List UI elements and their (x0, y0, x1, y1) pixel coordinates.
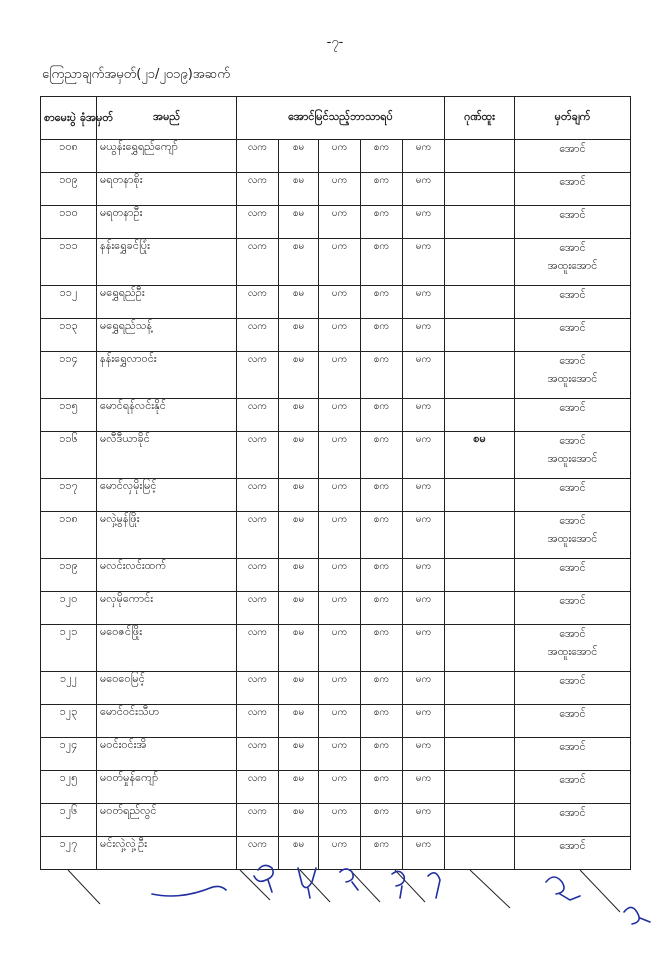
subject-cell: လက (237, 559, 279, 592)
subject-cell: လက (237, 173, 279, 206)
table-row (41, 738, 631, 771)
table-row (41, 173, 631, 206)
subject-cell: မက (403, 319, 445, 352)
remark-cell (515, 738, 631, 771)
table-row (41, 286, 631, 319)
remark-text: အောင် (559, 514, 586, 527)
subject-cell: မက (403, 738, 445, 771)
subject-cell: မက (403, 512, 445, 559)
subject-cell: စက (361, 672, 403, 705)
remark-cell (515, 804, 631, 837)
remark-cell (515, 319, 631, 352)
remark-text: အောင် (559, 142, 586, 155)
distinction-cell (445, 705, 515, 738)
subject-cell: ပက (319, 286, 361, 319)
remark-text: အောင် (559, 707, 586, 720)
subject-cell: စက (361, 625, 403, 672)
student-name-cell: မဝေဝေမြင့် (97, 672, 237, 705)
table-row (41, 140, 631, 173)
header-distinction: ဂုဏ်ထူး (445, 97, 515, 140)
subject-cell: ပက (319, 738, 361, 771)
distinction-cell (445, 319, 515, 352)
distinction-cell (445, 672, 515, 705)
distinction-cell (445, 559, 515, 592)
distinction-cell (445, 140, 515, 173)
subject-cell: စမ (279, 512, 319, 559)
table-row (41, 512, 631, 559)
table-row (41, 804, 631, 837)
roll-number-cell: ၁၂၃ (41, 705, 97, 738)
signature-scribble (546, 877, 580, 900)
subject-cell: ပက (319, 625, 361, 672)
student-name-cell: မယွန်းရွှေရည်ကျော် (97, 140, 237, 173)
subject-cell: ပက (319, 239, 361, 286)
subject-cell: လက (237, 399, 279, 432)
student-name-cell: မရတနာစိုး (97, 173, 237, 206)
subject-cell: မက (403, 592, 445, 625)
distinction-cell (445, 625, 515, 672)
header-roll-no: စာမေးပွဲ ခုံအမှတ် (41, 97, 97, 140)
subject-cell: စက (361, 173, 403, 206)
roll-number-cell: ၁၁၂ (41, 286, 97, 319)
subject-cell: စမ (279, 837, 319, 870)
signature-scribble (428, 873, 440, 898)
distinction-cell (445, 738, 515, 771)
remark-text: အထူးအောင် (547, 532, 598, 545)
remark-cell (515, 206, 631, 239)
student-name-cell: မဝေဇင်ဖြိုး (97, 625, 237, 672)
subject-cell: မက (403, 286, 445, 319)
subject-cell: မက (403, 140, 445, 173)
student-name-cell: မလီဒီယာခိုင် (97, 432, 237, 479)
distinction-cell (445, 286, 515, 319)
subject-cell: ပက (319, 837, 361, 870)
distinction-cell: စမ (445, 432, 515, 479)
table-body (41, 140, 631, 870)
subject-cell: စမ (279, 319, 319, 352)
student-name-cell: မရွှေရည်သန့် (97, 319, 237, 352)
subject-cell: မက (403, 559, 445, 592)
roll-number-cell: ၁၂၁ (41, 625, 97, 672)
subject-cell: ပက (319, 206, 361, 239)
subject-cell: စက (361, 239, 403, 286)
subject-cell: လက (237, 239, 279, 286)
subject-cell: စမ (279, 173, 319, 206)
subject-cell: စမ (279, 625, 319, 672)
remark-cell (515, 672, 631, 705)
student-name-cell: မောင်လှမိုးမြင့် (97, 479, 237, 512)
subject-cell: လက (237, 479, 279, 512)
remark-text: အောင် (559, 208, 586, 221)
student-name-cell: မလှဲ့မွန်ဖြိုး (97, 512, 237, 559)
subject-cell: မက (403, 672, 445, 705)
distinction-cell (445, 173, 515, 206)
cancel-slash (68, 870, 100, 904)
subject-cell: စက (361, 432, 403, 479)
subject-cell: လက (237, 738, 279, 771)
subject-cell: မက (403, 239, 445, 286)
table-row (41, 206, 631, 239)
remark-cell (515, 771, 631, 804)
subject-cell: ပက (319, 512, 361, 559)
subject-cell: စမ (279, 559, 319, 592)
subject-cell: မက (403, 705, 445, 738)
remark-text: အောင် (559, 175, 586, 188)
subject-cell: စက (361, 319, 403, 352)
remark-text: အောင် (559, 354, 586, 367)
student-name-cell: နန်းရွှေလာဝင်း (97, 352, 237, 399)
subject-cell: လက (237, 837, 279, 870)
student-name-cell: မောင်ဝင်းသီဟ (97, 705, 237, 738)
remark-text: အောင် (559, 434, 586, 447)
roll-number-cell: ၁၁၀ (41, 206, 97, 239)
student-name-cell: မရွှေရည်ဦး (97, 286, 237, 319)
distinction-cell (445, 804, 515, 837)
subject-cell: မက (403, 837, 445, 870)
remark-cell (515, 512, 631, 559)
subject-cell: စမ (279, 738, 319, 771)
student-name-cell: မလှမိုကောင်း (97, 592, 237, 625)
table-row (41, 352, 631, 399)
subject-cell: လက (237, 512, 279, 559)
subject-cell: ပက (319, 672, 361, 705)
student-name-cell: မင်းလှဲ့လှဲ့ဦး (97, 837, 237, 870)
remark-text: အထူးအောင် (547, 372, 598, 385)
subject-cell: လက (237, 804, 279, 837)
roll-number-cell: ၁၂၅ (41, 771, 97, 804)
header-name: အမည် (97, 97, 237, 140)
header-subjects: အောင်မြင်သည့်ဘာသာရပ် (237, 97, 445, 140)
document-title: ကြေညာချက်အမှတ်(၂၁/၂၀၁၉)အဆက် (42, 67, 231, 82)
subject-cell: မက (403, 479, 445, 512)
subject-cell: ပက (319, 399, 361, 432)
student-name-cell: မဝင်းဝင်းအိ (97, 738, 237, 771)
subject-cell: စမ (279, 399, 319, 432)
subject-cell: ပက (319, 804, 361, 837)
remark-text: အောင် (559, 627, 586, 640)
cancel-slash (300, 870, 330, 902)
subject-cell: ပက (319, 771, 361, 804)
distinction-cell (445, 592, 515, 625)
table-row (41, 559, 631, 592)
remark-text: အောင် (559, 288, 586, 301)
roll-number-cell: ၁၂၄ (41, 738, 97, 771)
student-name-cell: နန်းရွှေခင်ပြုံး (97, 239, 237, 286)
subject-cell: စက (361, 512, 403, 559)
table-row (41, 319, 631, 352)
roll-number-cell: ၁၀၉ (41, 173, 97, 206)
remark-text: အောင် (559, 241, 586, 254)
roll-number-cell: ၁၁၃ (41, 319, 97, 352)
subject-cell: လက (237, 352, 279, 399)
remark-text: အောင် (559, 594, 586, 607)
roll-number-cell: ၁၁၅ (41, 399, 97, 432)
subject-cell: လက (237, 672, 279, 705)
remark-text: အထူးအောင် (547, 452, 598, 465)
subject-cell: ပက (319, 592, 361, 625)
roll-number-cell: ၁၁၇ (41, 479, 97, 512)
subject-cell: စမ (279, 206, 319, 239)
remark-cell (515, 399, 631, 432)
remark-cell (515, 559, 631, 592)
student-name-cell: မလင်းလင်းထက် (97, 559, 237, 592)
subject-cell: စက (361, 140, 403, 173)
remark-cell (515, 352, 631, 399)
remark-text: အထူးအောင် (547, 645, 598, 658)
subject-cell: စက (361, 705, 403, 738)
subject-cell: စမ (279, 804, 319, 837)
remark-cell (515, 705, 631, 738)
subject-cell: စမ (279, 286, 319, 319)
table-row (41, 771, 631, 804)
subject-cell: စက (361, 592, 403, 625)
subject-cell: ပက (319, 432, 361, 479)
roll-number-cell: ၁၂၀ (41, 592, 97, 625)
remark-cell (515, 625, 631, 672)
subject-cell: စက (361, 738, 403, 771)
distinction-cell (445, 399, 515, 432)
student-name-cell: မဝတ်ရည်လွင် (97, 804, 237, 837)
roll-number-cell: ၁၁၈ (41, 512, 97, 559)
subject-cell: စမ (279, 592, 319, 625)
subject-cell: စက (361, 399, 403, 432)
student-name-cell: မဝတ်မှုန်ကျော် (97, 771, 237, 804)
subject-cell: လက (237, 771, 279, 804)
subject-cell: ပက (319, 479, 361, 512)
distinction-cell (445, 479, 515, 512)
roll-number-cell: ၁၂၆ (41, 804, 97, 837)
subject-cell: စက (361, 804, 403, 837)
cancel-slash (470, 870, 510, 908)
remark-text: အောင် (559, 740, 586, 753)
signature-scribble (298, 868, 316, 898)
remark-cell (515, 286, 631, 319)
page-number: -၇- (326, 35, 344, 50)
results-table (40, 96, 631, 870)
remark-text: အထူးအောင် (547, 259, 598, 272)
student-name-cell: မရတနာဦး (97, 206, 237, 239)
distinction-cell (445, 352, 515, 399)
subject-cell: မက (403, 432, 445, 479)
subject-cell: မက (403, 625, 445, 672)
distinction-cell (445, 239, 515, 286)
student-name-cell: မောင်ရန်လင်းနိုင် (97, 399, 237, 432)
roll-number-cell: ၁၂၇ (41, 837, 97, 870)
remark-cell (515, 140, 631, 173)
subject-cell: စက (361, 771, 403, 804)
remark-text: အောင် (559, 561, 586, 574)
subject-cell: ပက (319, 140, 361, 173)
remark-text: အောင် (559, 674, 586, 687)
subject-cell: ပက (319, 173, 361, 206)
subject-cell: လက (237, 206, 279, 239)
roll-number-cell: ၁၁၉ (41, 559, 97, 592)
subject-cell: မက (403, 399, 445, 432)
subject-cell: စက (361, 837, 403, 870)
signature-scribble (340, 869, 358, 890)
header-row (41, 97, 631, 140)
subject-cell: လက (237, 140, 279, 173)
subject-cell: လက (237, 432, 279, 479)
subject-cell: မက (403, 173, 445, 206)
table-row (41, 479, 631, 512)
remark-cell (515, 432, 631, 479)
subject-cell: လက (237, 705, 279, 738)
table-row (41, 705, 631, 738)
table-row (41, 399, 631, 432)
remark-cell (515, 592, 631, 625)
remark-cell (515, 239, 631, 286)
subject-cell: စမ (279, 352, 319, 399)
roll-number-cell: ၁၀၈ (41, 140, 97, 173)
roll-number-cell: ၁၂၂ (41, 672, 97, 705)
subject-cell: စက (361, 479, 403, 512)
subject-cell: လက (237, 319, 279, 352)
distinction-cell (445, 512, 515, 559)
roll-number-cell: ၁၁၆ (41, 432, 97, 479)
subject-cell: ပက (319, 705, 361, 738)
subject-cell: စက (361, 286, 403, 319)
subject-cell: စမ (279, 672, 319, 705)
remark-cell (515, 173, 631, 206)
subject-cell: စက (361, 559, 403, 592)
header-remark: မှတ်ချက် (515, 97, 631, 140)
distinction-cell (445, 206, 515, 239)
subject-cell: ပက (319, 559, 361, 592)
table-row (41, 592, 631, 625)
table-row (41, 432, 631, 479)
subject-cell: စမ (279, 432, 319, 479)
remark-text: အောင် (559, 481, 586, 494)
remark-text: အောင် (559, 839, 586, 852)
subject-cell: ပက (319, 319, 361, 352)
table-row (41, 672, 631, 705)
subject-cell: မက (403, 771, 445, 804)
subject-cell: စမ (279, 239, 319, 286)
remark-text: အောင် (559, 401, 586, 414)
roll-number-cell: ၁၁၁ (41, 239, 97, 286)
subject-cell: စက (361, 352, 403, 399)
remark-cell (515, 479, 631, 512)
subject-cell: စမ (279, 705, 319, 738)
subject-cell: စမ (279, 140, 319, 173)
signature-scribble (254, 865, 273, 892)
subject-cell: မက (403, 804, 445, 837)
table-row (41, 625, 631, 672)
signature-scribble (152, 886, 226, 896)
remark-text: အောင် (559, 773, 586, 786)
subject-cell: စမ (279, 479, 319, 512)
remark-text: အောင် (559, 321, 586, 334)
signature-scribble (392, 871, 404, 898)
roll-number-cell: ၁၁၄ (41, 352, 97, 399)
subject-cell: လက (237, 592, 279, 625)
table-row (41, 239, 631, 286)
signature-strip (40, 862, 660, 942)
subject-cell: စက (361, 206, 403, 239)
cancel-slash (580, 870, 620, 912)
subject-cell: လက (237, 625, 279, 672)
subject-cell: မက (403, 352, 445, 399)
distinction-cell (445, 771, 515, 804)
subject-cell: စမ (279, 771, 319, 804)
cancel-slash (240, 870, 270, 900)
subject-cell: ပက (319, 352, 361, 399)
signature-scribble (624, 907, 650, 924)
remark-text: အောင် (559, 806, 586, 819)
subject-cell: မက (403, 206, 445, 239)
subject-cell: လက (237, 286, 279, 319)
